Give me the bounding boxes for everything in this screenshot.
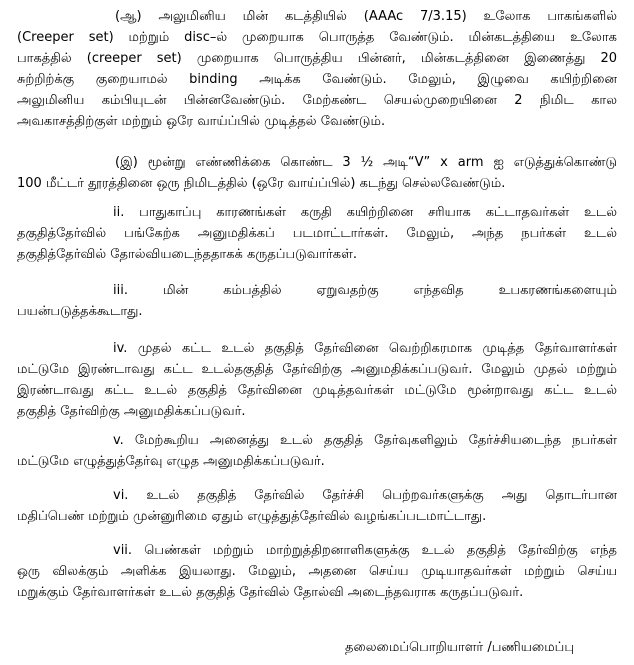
paragraph-vii-no-exemption: [17, 540, 617, 603]
paragraph-ii-safety-rope: [17, 202, 617, 265]
paragraph-line: v. மேற்கூறிய அனைத்து உடல் தகுதித் தேர்வுகளிலும் தேர்ச்சியடைந்த நபர்கள்: [113, 433, 617, 448]
paragraph-iv-stage-progression: [17, 338, 617, 422]
paragraph-line: மட்டுமே எழுத்துத்தேர்வு எழுத அனுமதிக்கப்படுவர்.: [17, 454, 325, 469]
paragraph-line: மட்டுமே இரண்டாவது கட்ட உடல்தகுதித் தேர்விற்கு அனுமதிக்கப்படுவர். மேலும் முதல் மற்றும்: [17, 362, 617, 377]
paragraph-line: (Creeper set) மற்றும் disc–ல் முறையாக பொருத்த வேண்டும். மின்கடத்தியை உலோக: [17, 30, 617, 45]
paragraph-line: iii. மின் கம்பத்தில் ஏறுவதற்கு எந்தவித உபகரணங்களையும்: [113, 283, 617, 298]
paragraph-line: மறுக்கும் தேர்வாளர்கள் உடல் தகுதித் தேர்வில் தோல்வி அடைந்தவராக கருதப்படுவர்.: [17, 585, 524, 600]
paragraph-line: பயன்படுத்தக்கூடாது.: [17, 304, 143, 319]
paragraph-line: vii. பெண்கள் மற்றும் மாற்றுத்திறனாளிகளுக்கு உடல் தகுதித் தேர்விற்கு எந்த: [113, 543, 617, 558]
paragraph-vi-no-marks: [17, 485, 617, 527]
paragraph-line: ii. பாதுகாப்பு காரணங்கள் கருதி கயிற்றினை சரியாக கட்டாதவர்கள் உடல்: [113, 205, 617, 220]
paragraph-line: மதிப்பெண் மற்றும் முன்னுரிமை ஏதும் எழுத்துத்தேர்வில் வழங்கப்படமாட்டாது.: [17, 509, 487, 524]
paragraph-line: தகுதித் தேர்விற்கு அனுமதிக்கப்படுவர்.: [17, 404, 246, 419]
paragraph-aa-aluminium-conductor: [17, 6, 617, 132]
paragraph-line: ஒரு விலக்கும் அளிக்க இயலாது. மேலும், அதனை செய்ய முடியாதவர்கள் மற்றும் செய்ய: [17, 564, 617, 579]
signature-chief-engineer: தலைமைப்பொறியாளர் /பணியமைப்பு: [345, 640, 575, 655]
paragraph-line: 100 மீட்டர் தூரத்தினை ஒரு நிமிடத்தில் (ஒரே வாய்ப்பில்) கடந்து செல்லவேண்டும்.: [17, 176, 506, 191]
paragraph-line: தகுதித்தேர்வில் பங்கேற்க அனுமதிக்கப் படமாட்டார்கள். மேலும், அந்த நபர்கள் உடல்: [17, 226, 617, 241]
paragraph-v-written-exam-eligibility: [17, 430, 617, 472]
paragraph-line: iv. முதல் கட்ட உடல் தகுதித் தேர்வினை வெற்றிகரமாக முடித்த தேர்வாளர்கள்: [113, 341, 617, 356]
paragraph-line: தகுதித்தேர்வில் தோல்வியடைந்ததாகக் கருதப்படுவார்கள்.: [17, 247, 357, 262]
paragraph-i-v-arm-carry: [17, 152, 617, 194]
paragraph-line: இரண்டாவது கட்ட உடல் தகுதித் தேர்வினை முடித்தவர்கள் மட்டுமே மூன்றாவது கட்ட உடல்: [17, 383, 617, 398]
paragraph-iii-no-equipment: [17, 280, 617, 322]
paragraph-line: அவகாசத்திற்குள் மற்றும் ஒரே வாய்ப்பில் முடித்தல் வேண்டும்.: [17, 114, 386, 129]
paragraph-line: (இ) மூன்று எண்ணிக்கை கொண்ட 3 ½ அடி“V” x arm ஐ எடுத்துக்கொண்டு: [115, 155, 617, 170]
paragraph-line: பாகத்தில் (creeper set) முறையாக பொருத்திய பின்னர், மின்கடத்தினை இணைத்து 20: [17, 51, 617, 66]
paragraph-line: அலுமினிய கம்பியுடன் பின்னவேண்டும். மேற்கண்ட செயல்முறையினை 2 நிமிட கால: [17, 93, 617, 108]
paragraph-line: vi. உடல் தகுதித் தேர்வில் தேர்ச்சி பெற்றவர்களுக்கு அது தொடர்பான: [113, 488, 617, 503]
paragraph-line: (ஆ) அலுமினிய மின் கடத்தியில் (AAAc 7/3.15) உலோக பாகங்களில்: [115, 9, 617, 24]
paragraph-line: சுற்றிற்க்கு குறையாமல் binding அடிக்க வேண்டும். மேலும், இழுவை கயிற்றினை: [17, 72, 617, 87]
